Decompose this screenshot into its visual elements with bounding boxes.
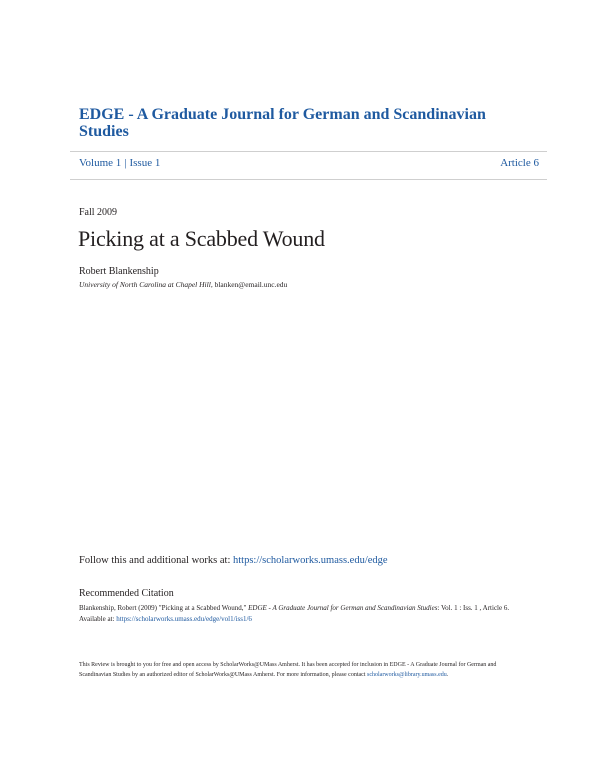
affiliation-email: , blanken@email.unc.edu <box>210 280 288 289</box>
citation-plain: Blankenship, Robert (2009) "Picking at a Scabbed Wound," <box>79 604 249 612</box>
volume-link[interactable]: Volume 1 <box>79 157 122 169</box>
article-url-link[interactable]: https://scholarworks.umass.edu/edge/vol1/iss1/6 <box>116 614 252 623</box>
citation-journal: EDGE - A Graduate Journal for German and Scandinavian Studies <box>248 604 438 612</box>
recommended-citation-text <box>79 603 519 624</box>
follow-text: Follow this and additional works at: <box>79 555 233 566</box>
header-top-rule <box>70 151 547 152</box>
author-affiliation <box>79 280 287 289</box>
publication-date: Fall 2009 <box>79 207 118 218</box>
author-name: Robert Blankenship <box>79 266 159 277</box>
edge-collection-link[interactable]: https://scholarworks.umass.edu/edge <box>233 555 388 566</box>
available-label: Available at: <box>79 614 117 623</box>
notice-text: This Review is brought to you for free and open access by ScholarWorks@UMass Amherst. It has been accepted for inclusion in EDGE - A Graduate Journal for German and Scandinavian Studies by an authorized editor of ScholarWorks@UMass Amherst. For more information, please contact <box>79 662 497 678</box>
access-notice <box>79 661 519 680</box>
contact-email-link[interactable]: scholarworks@library.umass.edu <box>366 671 447 678</box>
follow-works-line <box>79 555 388 566</box>
header-bottom-rule <box>70 179 547 180</box>
citation-rest: : Vol. 1 : Iss. 1 , Article 6. <box>437 604 510 612</box>
journal-title[interactable]: EDGE - A Graduate Journal for German and Scandinavian Studies <box>79 106 486 140</box>
article-number-link[interactable]: Article 6 <box>500 157 539 169</box>
issue-separator: | <box>124 157 127 169</box>
volume-issue-line <box>79 157 160 169</box>
article-title: Picking at a Scabbed Wound <box>78 226 325 251</box>
affiliation-institution: University of North Carolina at Chapel Hill <box>79 280 211 289</box>
recommended-citation-heading: Recommended Citation <box>79 588 174 599</box>
issue-link[interactable]: Issue 1 <box>129 157 161 169</box>
notice-end: . <box>446 671 449 678</box>
